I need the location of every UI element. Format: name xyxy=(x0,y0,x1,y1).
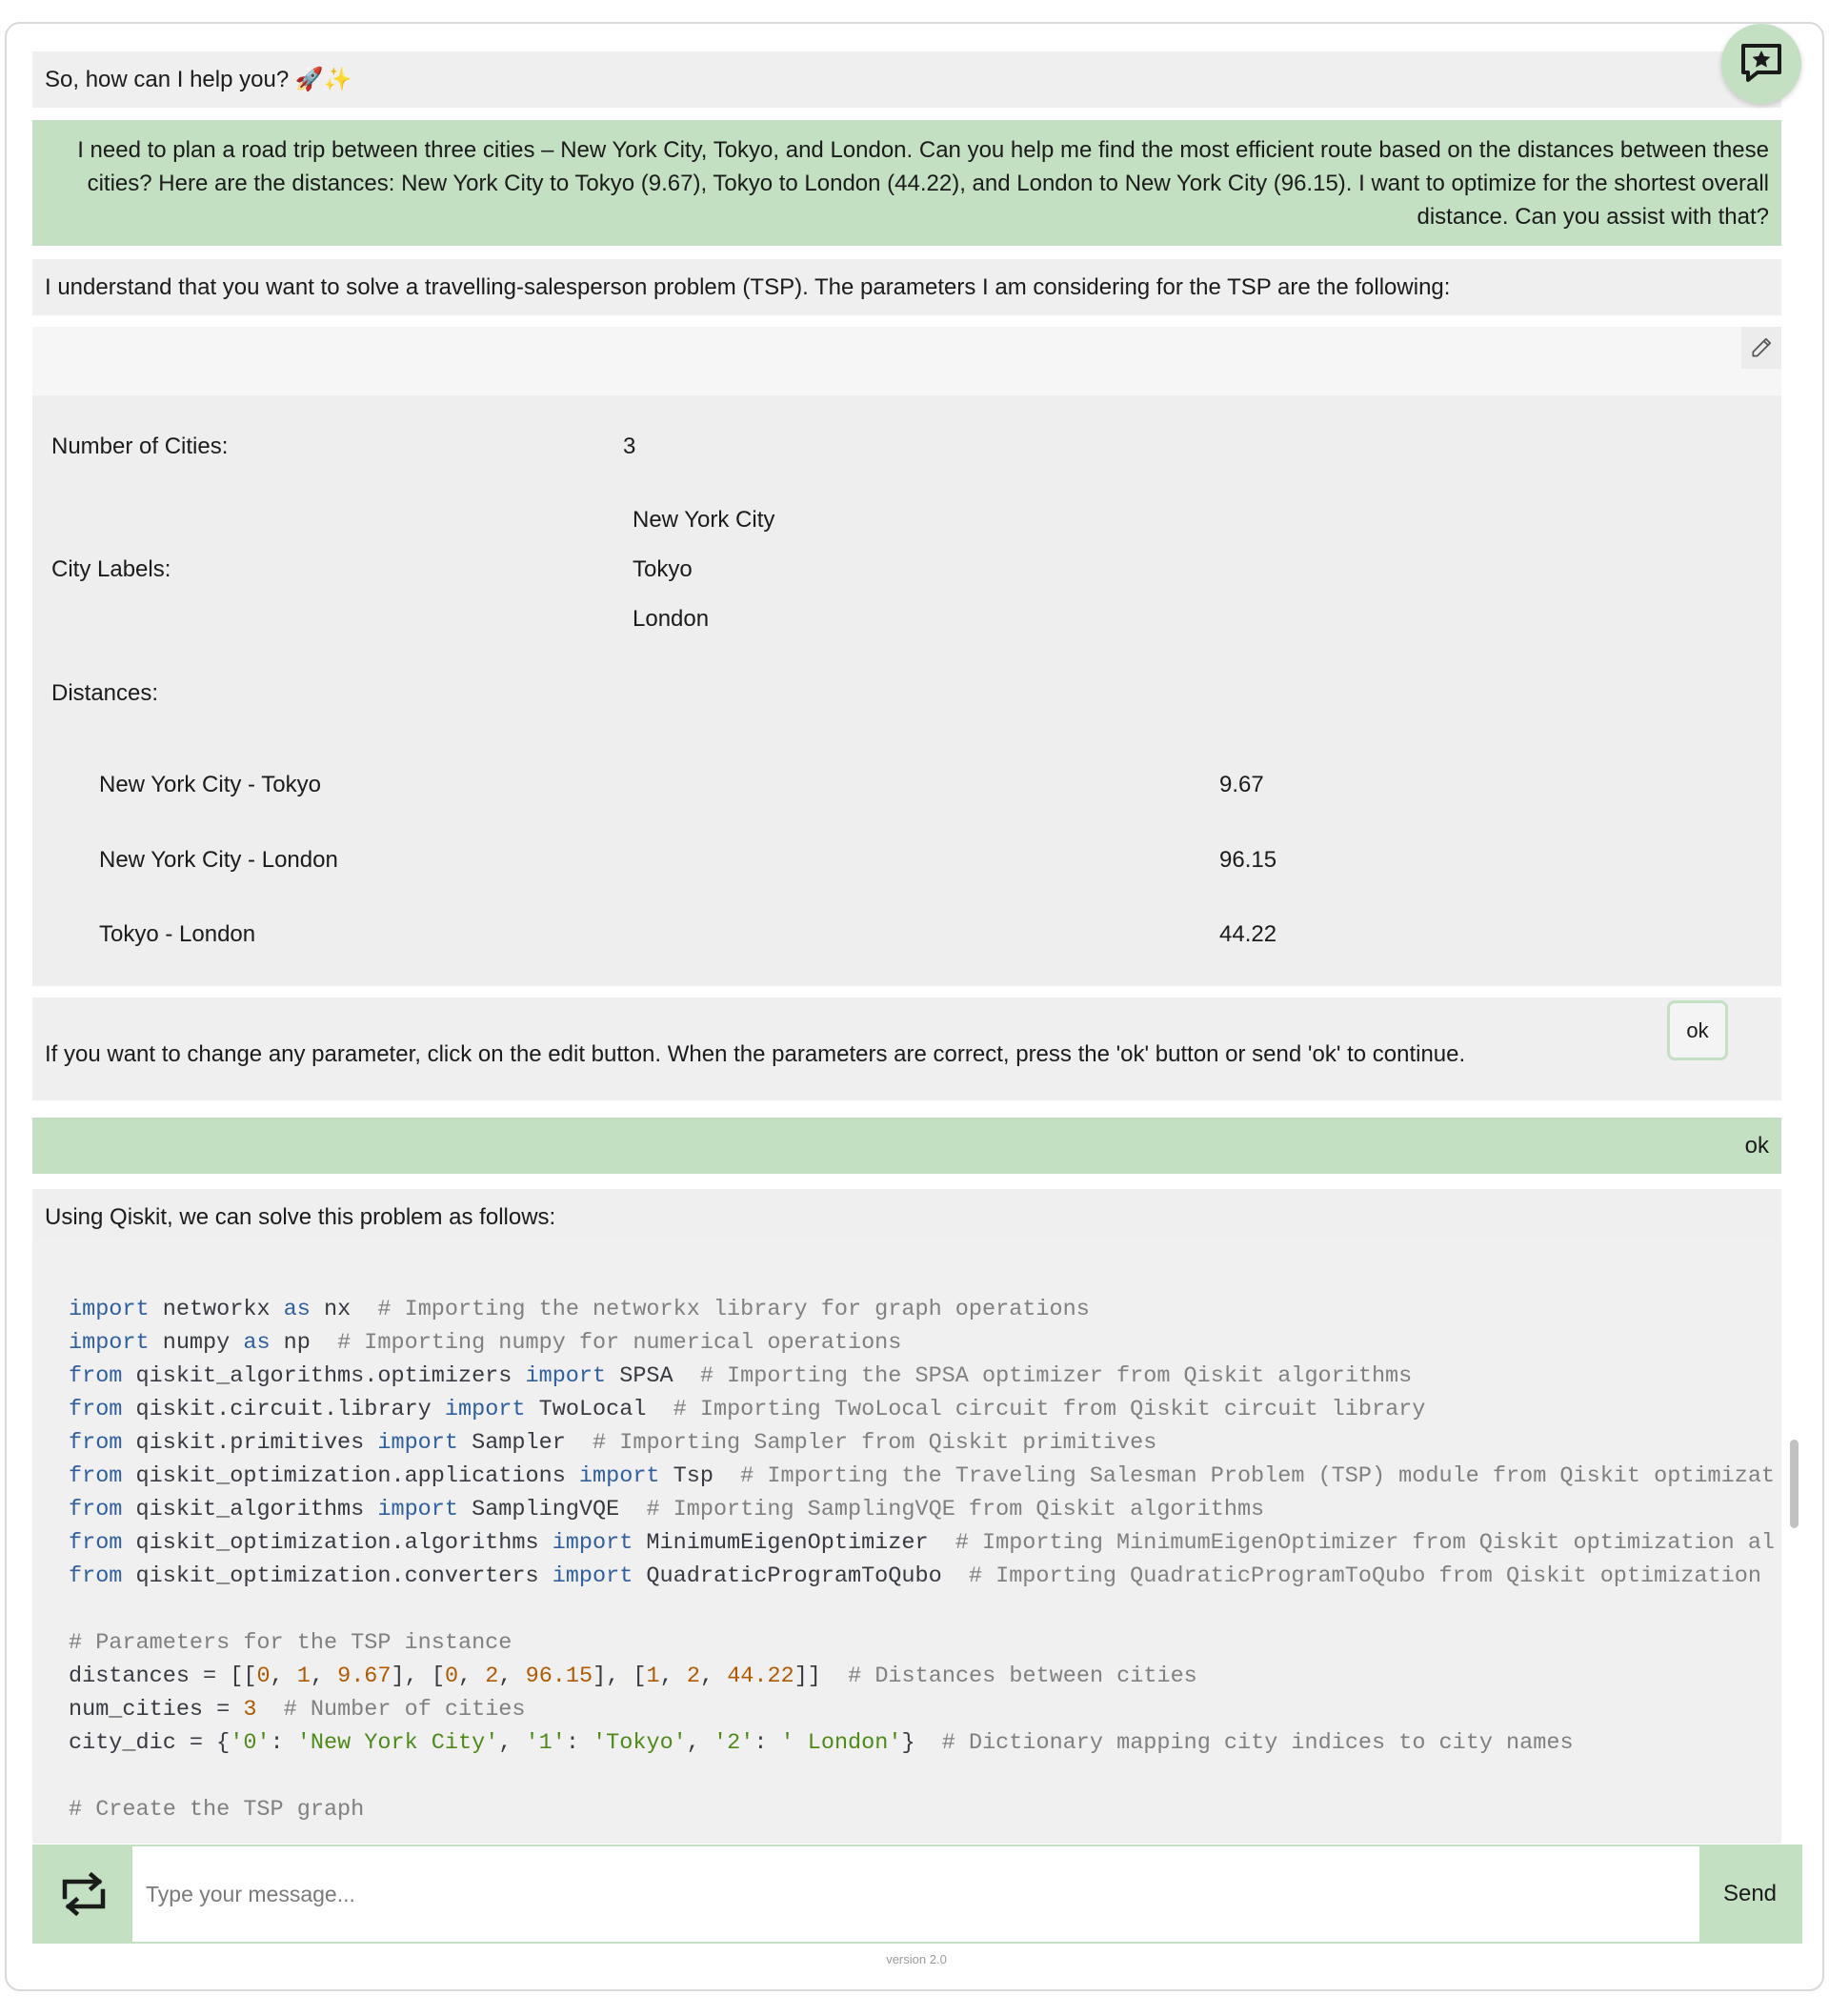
distance-pair: Tokyo - London xyxy=(99,921,256,947)
code-line: from qiskit_optimization.converters import QuadraticProgramToQubo # Importing QuadraticProgramToQubo from Qiskit optimization xyxy=(69,1563,1761,1589)
message-input[interactable] xyxy=(132,1846,1699,1942)
bot-message-tsp-intro xyxy=(32,259,1781,315)
distance-pair: New York City - London xyxy=(99,847,338,873)
code-line: from qiskit_optimization.applications import Tsp # Importing the Traveling Salesman Problem (TSP) module from Qiskit optimizat xyxy=(69,1463,1776,1489)
code-line: import networkx as nx # Importing the networkx library for graph operations xyxy=(69,1297,1090,1322)
code-line: from qiskit_optimization.algorithms import MinimumEigenOptimizer # Importing MinimumEigenOptimizer from Qiskit optimization al xyxy=(69,1530,1776,1556)
feedback-fab-button[interactable] xyxy=(1721,24,1801,104)
chat-history[interactable] xyxy=(7,24,1824,1844)
code-line: import numpy as np # Importing numpy for numerical operations xyxy=(69,1330,902,1356)
code-line: from qiskit.circuit.library import TwoLocal # Importing TwoLocal circuit from Qiskit circuit library xyxy=(69,1397,1426,1422)
num-cities-label: Number of Cities: xyxy=(51,433,229,459)
bot-message-greeting xyxy=(32,51,1781,108)
code-line: from qiskit_algorithms import SamplingVQE # Importing SamplingVQE from Qiskit algorithms xyxy=(69,1497,1265,1522)
user-message-ok xyxy=(32,1118,1781,1174)
code-line: # Create the TSP graph xyxy=(69,1797,365,1823)
edit-parameters-button[interactable] xyxy=(1741,327,1781,369)
bot-message-qiskit-intro xyxy=(32,1189,1781,1245)
city-label-item: Tokyo xyxy=(633,556,693,582)
user-ok-text: ok xyxy=(1744,1133,1769,1159)
city-label-item: London xyxy=(633,606,710,632)
greeting-text: So, how can I help you? 🚀✨ xyxy=(45,67,352,92)
code-block[interactable] xyxy=(32,1239,1781,1844)
distance-value: 9.67 xyxy=(1219,772,1264,797)
code-line: # Parameters for the TSP instance xyxy=(69,1630,513,1656)
code-line: num_cities = 3 # Number of cities xyxy=(69,1697,526,1723)
code-content xyxy=(69,1293,1775,1826)
confirm-prompt-text: If you want to change any parameter, click on the edit button. When the parameters are correct, press the 'ok' button or send 'ok' to continue. xyxy=(45,1041,1466,1067)
bot-message-confirm xyxy=(32,998,1781,1100)
ok-button[interactable]: ok xyxy=(1667,1000,1728,1060)
parameters-table xyxy=(32,395,1781,986)
repeat-icon xyxy=(59,1872,109,1916)
chat-window xyxy=(5,22,1824,1991)
code-line: city_dic = {'0': 'New York City', '1': 'Tokyo', '2': ' London'} # Dictionary mapping city indices to city names xyxy=(69,1730,1574,1756)
code-line: from qiskit_algorithms.optimizers import SPSA # Importing the SPSA optimizer from Qiskit algorithms xyxy=(69,1363,1413,1389)
version-label: version 2.0 xyxy=(886,1952,947,1966)
user-message-request xyxy=(32,120,1781,246)
city-labels-label: City Labels: xyxy=(51,556,171,582)
qiskit-intro-text: Using Qiskit, we can solve this problem as follows: xyxy=(45,1204,556,1230)
tsp-intro-text: I understand that you want to solve a travelling-salesperson problem (TSP). The parameters I am considering for the TSP are the following: xyxy=(45,274,1451,300)
code-line: distances = [[0, 1, 9.67], [0, 2, 96.15], [1, 2, 44.22]] # Distances between cities xyxy=(69,1663,1197,1689)
pencil-icon xyxy=(1749,335,1774,360)
distances-label: Distances: xyxy=(51,680,159,706)
distance-value: 44.22 xyxy=(1219,921,1277,947)
code-line: from qiskit.primitives import Sampler # Importing Sampler from Qiskit primitives xyxy=(69,1430,1157,1456)
distance-value: 96.15 xyxy=(1219,847,1277,873)
message-input-bar xyxy=(32,1845,1802,1944)
chat-scrollbar-thumb[interactable] xyxy=(1790,1440,1799,1528)
restart-chat-button[interactable] xyxy=(34,1846,132,1942)
city-label-item: New York City xyxy=(633,507,775,533)
user-request-text: I need to plan a road trip between three cities – New York City, Tokyo, and London. Can you help me find the most efficient route based on the distances between these cities? Here are the distances: New York City to Tokyo (9.67), Tokyo to London (44.22), and London to New York City (96.15). I want to optimize for the shortest overall distance. Can you assist with that? xyxy=(77,137,1769,230)
send-button[interactable]: Send xyxy=(1699,1846,1800,1942)
tsp-parameters-panel xyxy=(32,327,1781,986)
num-cities-value: 3 xyxy=(623,433,636,459)
distance-pair: New York City - Tokyo xyxy=(99,772,321,797)
chat-star-icon xyxy=(1739,42,1784,86)
